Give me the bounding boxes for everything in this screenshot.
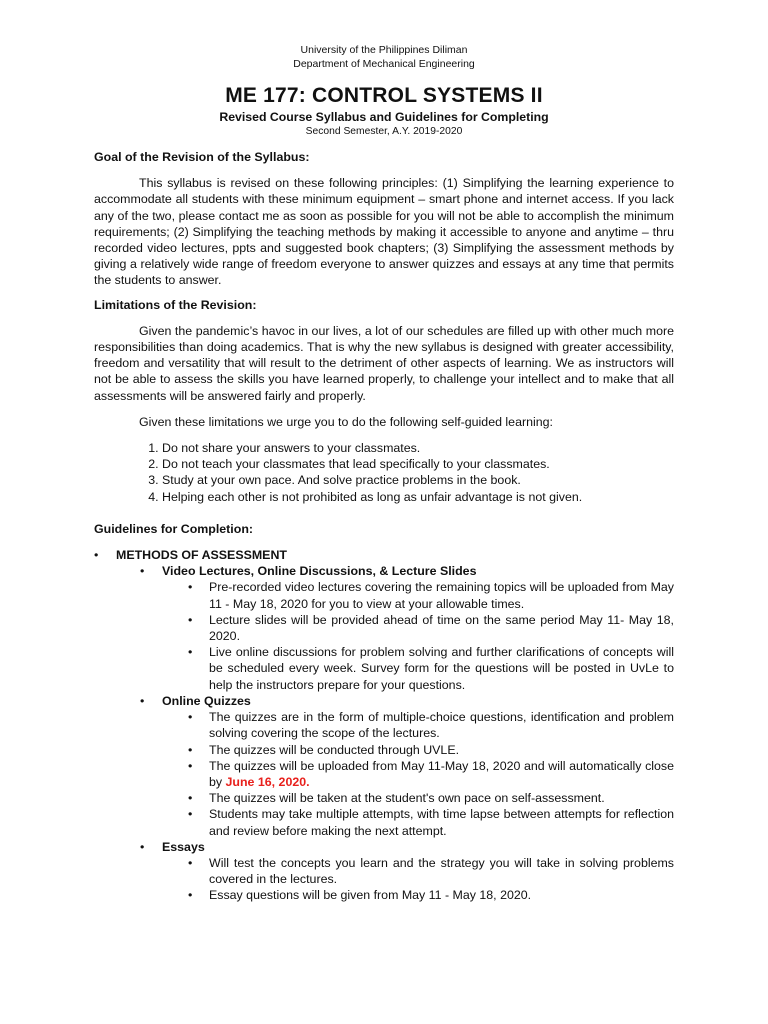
university-name: University of the Philippines Diliman [300, 44, 468, 56]
essays-label: Essays [162, 839, 205, 854]
guidelines-heading: Guidelines for Completion: [94, 521, 254, 536]
document-body [94, 149, 674, 904]
online-quizzes-label: Online Quizzes [162, 693, 251, 708]
rule-item: 2. Do not teach your classmates that lead specifically to your classmates. [162, 456, 674, 472]
quiz-close-date: June 16, 2020. [225, 774, 310, 789]
course-title: ME 177: CONTROL SYSTEMS II [225, 84, 543, 107]
limitations-paragraph: Given the pandemic’s havoc in our lives, a lot of our schedules are filled up with other much more responsibilities than doing academics. That is why the new syllabus is designed with greater accessibility, freedom and versatility that will result to the detriment of other aspects of learning. We as instructors will not be able to assess the skills you have learned properly, to challenge your intellect and to make that all assessments will be answered fairly and properly. [94, 323, 674, 403]
video-lectures-label: Video Lectures, Online Discussions, & Lecture Slides [162, 564, 477, 579]
rule-item: 1. Do not share your answers to your classmates. [162, 440, 674, 456]
limitations-heading: Limitations of the Revision: [94, 297, 257, 312]
institution-header [0, 44, 768, 71]
list-item: • Students may take multiple attempts, with time lapse between attempts for reflection and review before making the next attempt. [162, 806, 674, 838]
list-item: • Will test the concepts you learn and the strategy you will take in solving problems covered in the lectures. [162, 855, 674, 887]
rule-item: 3. Study at your own pace. And solve practice problems in the book. [162, 472, 674, 488]
semester-label: Second Semester, A.Y. 2019-2020 [305, 126, 463, 137]
rule-item: 4. Helping each other is not prohibited as long as unfair advantage is not given. [162, 489, 674, 505]
methods-of-assessment-item [94, 547, 674, 903]
list-item: • Essay questions will be given from May 11 - May 18, 2020. [162, 887, 674, 903]
document-subtitle: Revised Course Syllabus and Guidelines for Completing [219, 110, 549, 124]
essays-item [116, 839, 674, 904]
list-item: • Live online discussions for problem solving and further clarifications of concepts will be scheduled every week. Survey form for the questions will be posted in UvLe to help the instructors prepare for your questions. [162, 644, 674, 693]
list-item [162, 758, 674, 790]
goal-paragraph: This syllabus is revised on these following principles: (1) Simplifying the learning experience to accommodate all students with these minimum equipment – smart phone and internet access. If you lack any of the two, please contact me as soon as possible for you will not be able to accomplish the minimum requirements; (2) Simplifying the teaching methods by making it accessible to anyone and anytime – thru recorded video lectures, ppts and suggested book chapters; (3) Simplifying the assessment methods by giving a relatively wide range of freedom everyone to answer quizzes and essays at any time that permits the students to answer. [94, 176, 674, 288]
list-item: • The quizzes are in the form of multiple-choice questions, identification and problem solving covering the scope of the lectures. [162, 709, 674, 741]
list-item: • Lecture slides will be provided ahead of time on the same period May 11- May 18, 2020. [162, 612, 674, 644]
video-lectures-item [116, 563, 674, 693]
online-quizzes-details [162, 709, 674, 839]
essays-details [162, 855, 674, 904]
goal-heading: Goal of the Revision of the Syllabus: [94, 150, 310, 164]
limitations-intro: Given these limitations we urge you to do the following self-guided learning: [139, 414, 553, 429]
list-item: • Pre-recorded video lectures covering the remaining topics will be uploaded from May 11 - May 18, 2020 for you to view at your allowable times. [162, 579, 674, 611]
methods-label: METHODS OF ASSESSMENT [116, 548, 287, 563]
self-guided-rules-list [94, 440, 674, 505]
list-item: • The quizzes will be taken at the student's own pace on self-assessment. [162, 790, 674, 806]
department-name: Department of Mechanical Engineering [293, 57, 475, 70]
assessment-list [94, 547, 674, 903]
quiz-upload-text: The quizzes will be uploaded from May 11-May 18, 2020 and will automatically close by [209, 758, 674, 789]
video-lectures-details [162, 579, 674, 692]
online-quizzes-item [116, 693, 674, 839]
assessment-methods-list [116, 563, 674, 903]
list-item: • The quizzes will be conducted through UVLE. [162, 742, 674, 758]
